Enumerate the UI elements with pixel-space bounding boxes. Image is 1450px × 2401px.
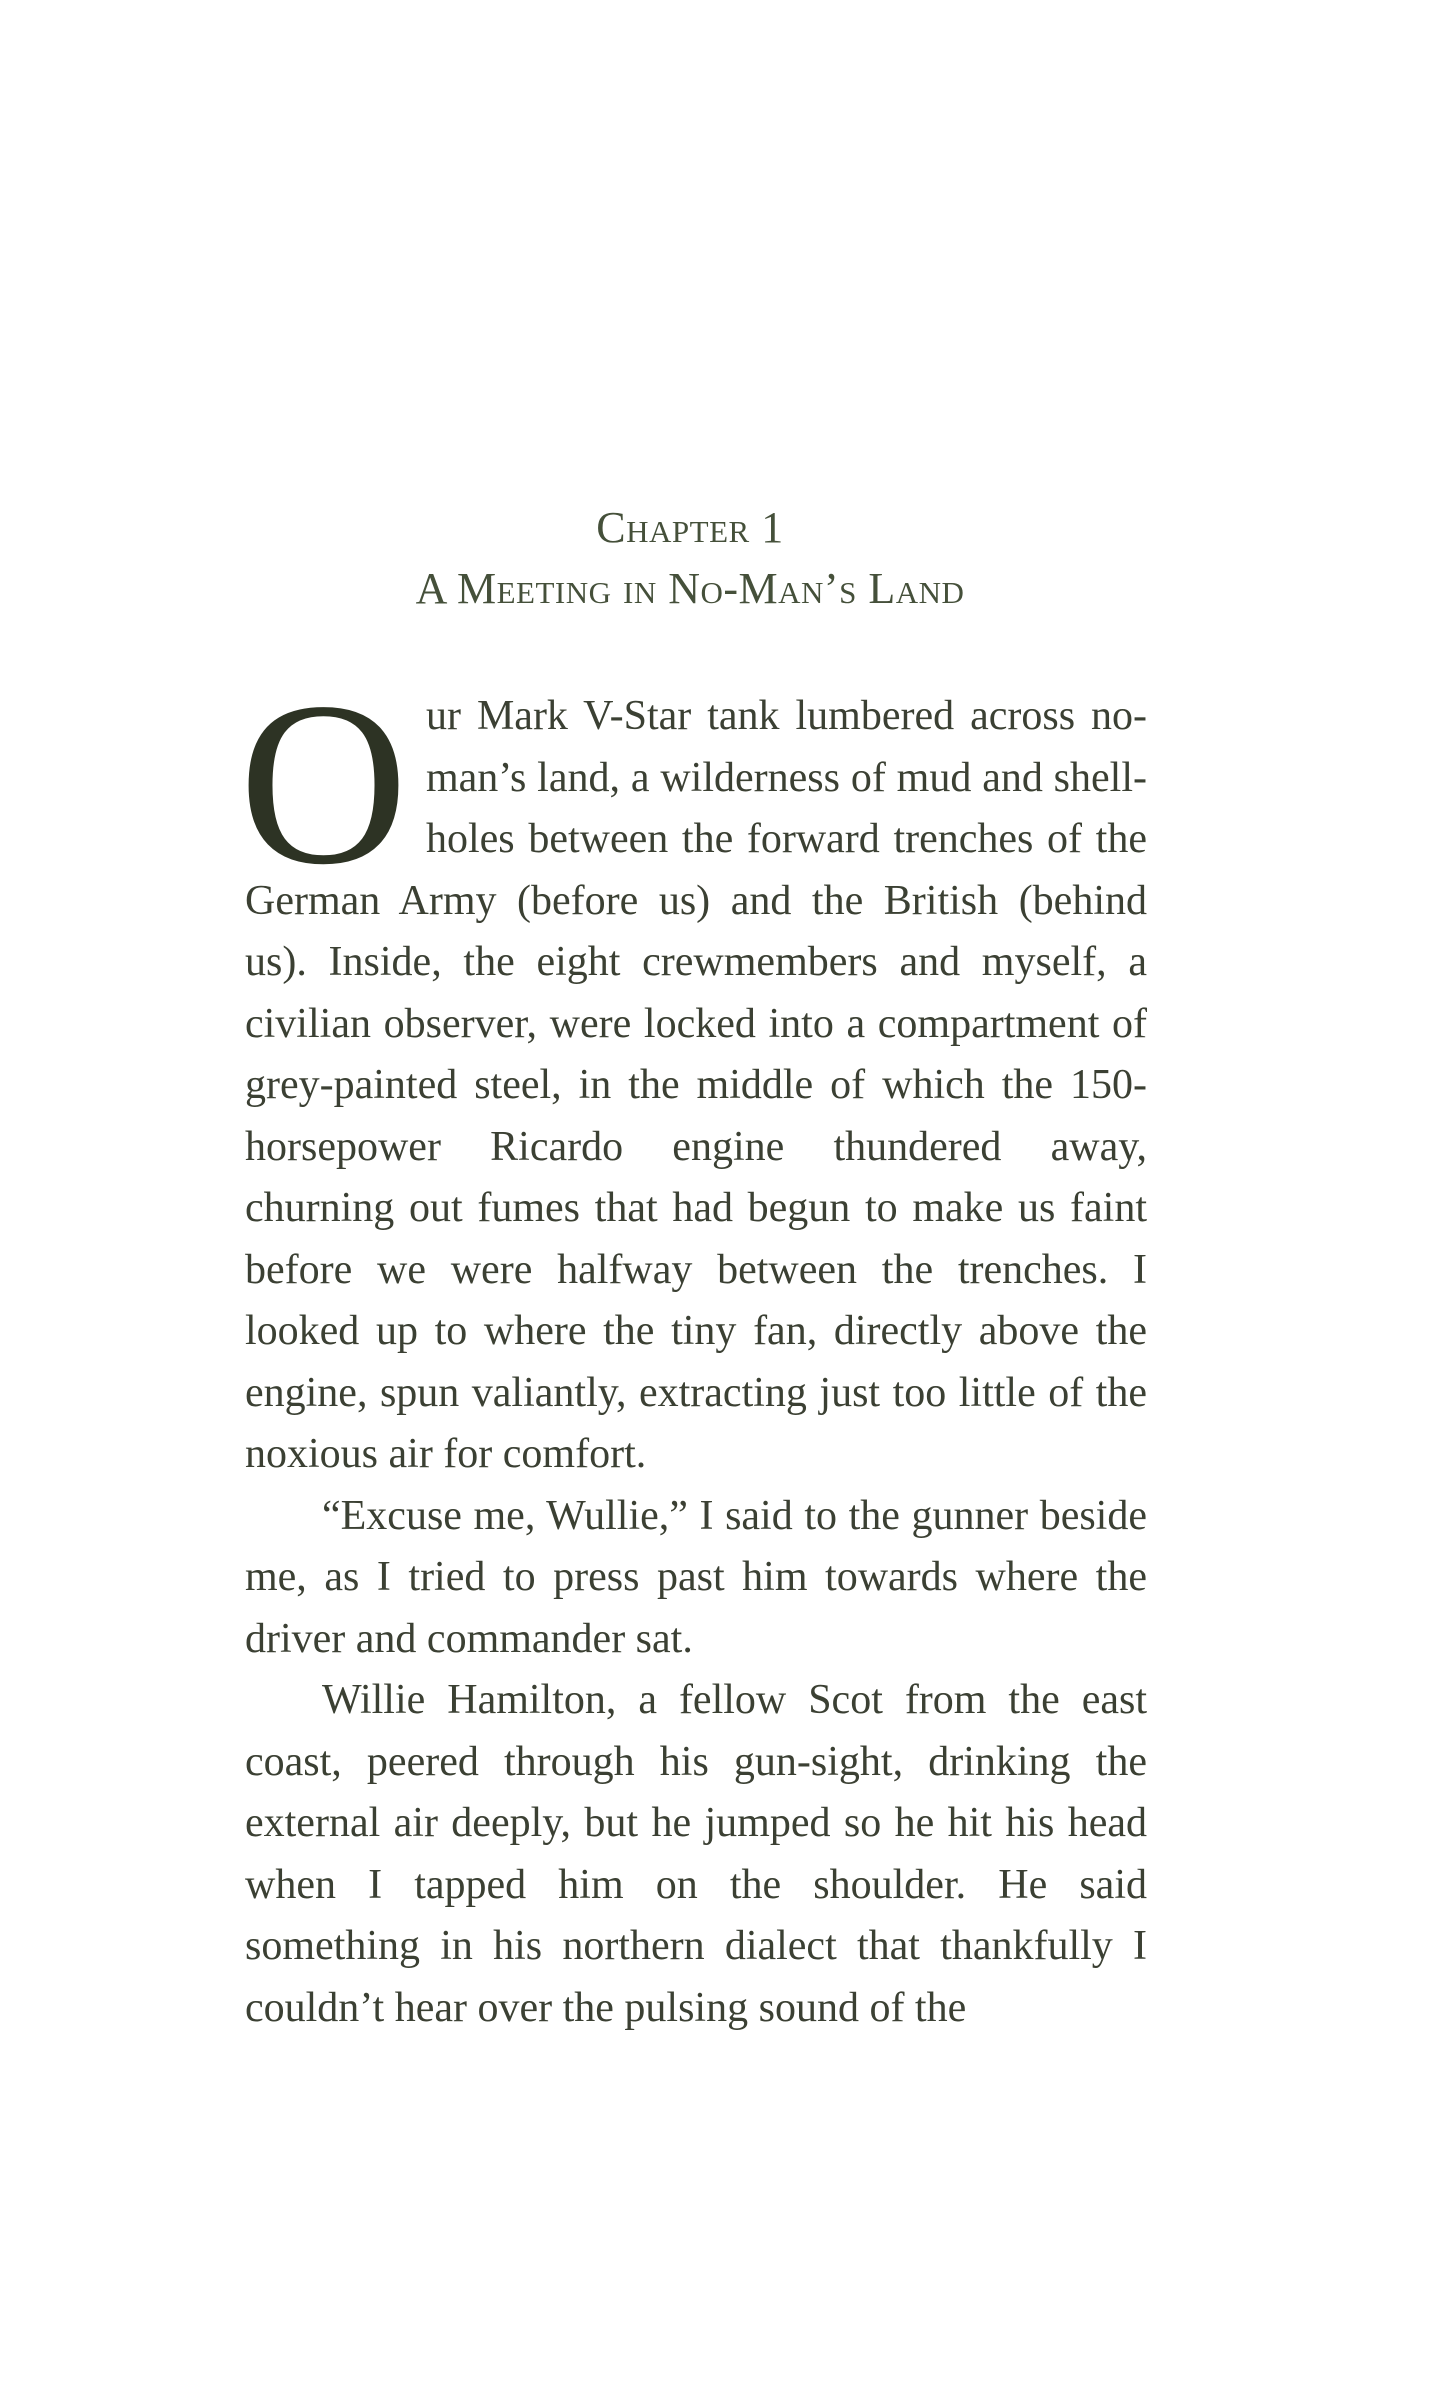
chapter-number: Chapter 1 — [596, 503, 784, 552]
paragraph-3: Willie Hamilton, a fellow Scot from the east coast, peered through his gun-sight, drinking the external air deeply, but he jumped so he hit his head when I tapped him on the shoulder. He said something in his northern dialect that thankfully I couldn’t hear over the pulsing sound of the — [245, 1677, 1147, 2031]
chapter-title: A Meeting in No-Man’s Land — [415, 564, 965, 613]
paragraph-1-text: ur Mark V-Star tank lumbered across no-man’s land, a wilderness of mud and shell-holes between the forward trenches of the German Army (before us) and the British (behind us). Inside, the eight crewmembers and myself, a civilian observer, were locked into a compartment of grey-painted steel, in the middle of which the 150-horsepower Ricardo engine thundered away, churning out fumes that had begun to make us faint before we were halfway between the trenches. I looked up to where the tiny fan, directly above the engine, spun valiantly, extracting just too little of the noxious air for comfort. — [245, 693, 1147, 1477]
drop-cap: O — [239, 653, 408, 913]
paragraph-2: “Excuse me, Wullie,” I said to the gunner beside me, as I tried to press past him towards where the driver and commander sat. — [245, 1492, 1147, 1662]
chapter-body — [239, 653, 1147, 2039]
paragraph-1 — [239, 653, 1147, 1486]
